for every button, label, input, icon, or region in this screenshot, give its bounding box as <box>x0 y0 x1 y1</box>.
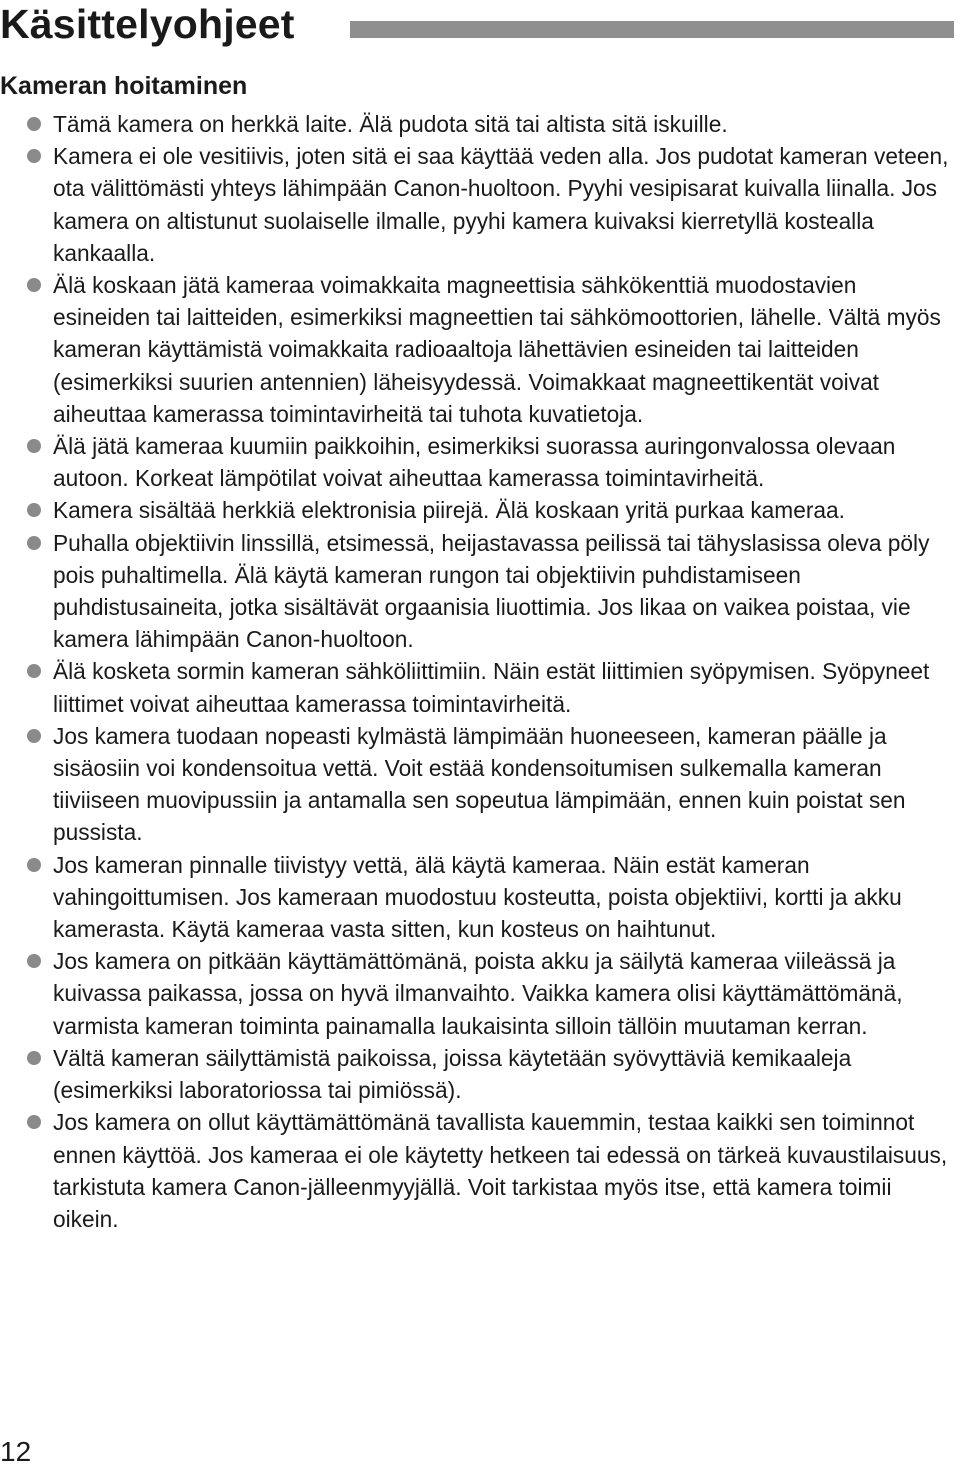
page-number: 12 <box>0 1436 32 1467</box>
page-title: Käsittelyohjeet <box>0 1 295 47</box>
list-item-text: Vältä kameran säilyttämistä paikoissa, joissa käytetään syövyttäviä kemikaaleja (esimerkiksi laboratoriossa tai pimiössä). <box>53 1044 852 1104</box>
list-item <box>0 720 950 849</box>
care-instructions-list <box>0 108 950 1235</box>
list-item-text: Älä jätä kameraa kuumiin paikkoihin, esimerkiksi suorassa auringonvalossa olevaan autoon. Korkeat lämpötilat voivat aiheuttaa kamerassa toimintavirheitä. <box>53 433 896 492</box>
list-item-text: Älä kosketa sormin kameran sähköliittimiin. Näin estät liittimien syöpymisen. Syöpyneet liittimet voivat aiheuttaa kamerassa toimintavirheitä. <box>53 658 930 717</box>
list-item-text: Puhalla objektiivin linssillä, etsimessä, heijastavassa peilissä tai tähyslasissa oleva pöly pois puhaltimella. Älä käytä kameran rungon tai objektiivin puhdistamiseen puhdistusaineita, jotka sisältävät orgaanisia liuottimia. Jos likaa on vaikea poistaa, vie kamera lähimpään Canon-huoltoon. <box>53 529 930 653</box>
list-item-text: Kamera sisältää herkkiä elektronisia piirejä. Älä koskaan yritä purkaa kameraa. <box>53 497 845 524</box>
list-item <box>0 430 950 494</box>
list-item-text: Jos kameran pinnalle tiivistyy vettä, älä käytä kameraa. Näin estät kameran vahingoittumisen. Jos kameraan muodostuu kosteutta, poista objektiivi, kortti ja akku kamerasta. Käytä kameraa vasta sitten, kun kosteus on haihtunut. <box>53 851 902 943</box>
list-item-text: Tämä kamera on herkkä laite. Älä pudota sitä tai altista sitä iskuille. <box>53 111 728 137</box>
bullet-icon <box>27 664 41 678</box>
list-item <box>0 494 950 526</box>
list-item <box>0 849 950 946</box>
list-item <box>0 140 950 269</box>
bullet-icon <box>27 858 41 872</box>
bullet-icon <box>27 536 41 550</box>
list-item-text: Kamera ei ole vesitiivis, joten sitä ei saa käyttää veden alla. Jos pudotat kameran veteen, ota välittömästi yhteys lähimpään Canon-huoltoon. Pyyhi vesipisarat kuivalla liinalla. Jos kamera on altistunut suolaiselle ilmalle, pyyhi kamera kuivaksi kierretyllä kostealla kankaalla. <box>53 143 949 266</box>
bullet-icon <box>27 729 41 743</box>
bullet-icon <box>27 149 41 163</box>
bullet-icon <box>27 439 41 453</box>
title-row <box>0 0 960 50</box>
list-item <box>0 269 950 430</box>
bullet-icon <box>27 1115 41 1129</box>
bullet-icon <box>27 117 41 131</box>
list-item <box>0 1106 950 1235</box>
bullet-icon <box>27 278 41 292</box>
bullet-icon <box>27 503 41 517</box>
list-item-text: Älä koskaan jätä kameraa voimakkaita magneettisia sähkökenttiä muodostavien esineiden tai laitteiden, esimerkiksi magneettien tai sähkömoottorien, lähelle. Vältä myös kameran käyttämistä voimakkaita radioaaltoja lähettävien esineiden tai laitteiden (esimerkiksi suurien antennien) läheisyydessä. Voimakkaat magneettikentät voivat aiheuttaa kamerassa toimintavirheitä tai tuhota kuvatietoja. <box>53 272 941 427</box>
list-item <box>0 527 950 656</box>
title-decorative-bar <box>350 21 954 38</box>
list-item-text: Jos kamera on pitkään käyttämättömänä, poista akku ja säilytä kameraa viileässä ja kuivassa paikassa, jossa on hyvä ilmanvaihto. Vaikka kamera olisi käyttämättömänä, varmista kameran toiminta painamalla laukaisinta silloin tällöin muutaman kerran. <box>53 948 903 1039</box>
list-item <box>0 1042 950 1106</box>
list-item <box>0 108 950 140</box>
list-item <box>0 655 950 719</box>
list-item-text: Jos kamera tuodaan nopeasti kylmästä lämpimään huoneeseen, kameran päälle ja sisäosiin voi kondensoitua vettä. Voit estää kondensoitumisen sulkemalla kameran tiiviiseen muovipussiin ja antamalla sen sopeutua lämpimään, ennen kuin poistat sen pussista. <box>53 722 906 846</box>
bullet-icon <box>27 1051 41 1065</box>
list-item-text: Jos kamera on ollut käyttämättömänä tavallista kauemmin, testaa kaikki sen toiminnot ennen käyttöä. Jos kameraa ei ole käytetty hetkeen tai edessä on tärkeä kuvaustilaisuus, tarkistuta kamera Canon-jälleenmyyjällä. Voit tarkistaa myös itse, että kamera toimii oikein. <box>53 1109 948 1232</box>
list-item <box>0 945 950 1042</box>
section-heading: Kameran hoitaminen <box>0 72 248 100</box>
bullet-icon <box>27 954 41 968</box>
